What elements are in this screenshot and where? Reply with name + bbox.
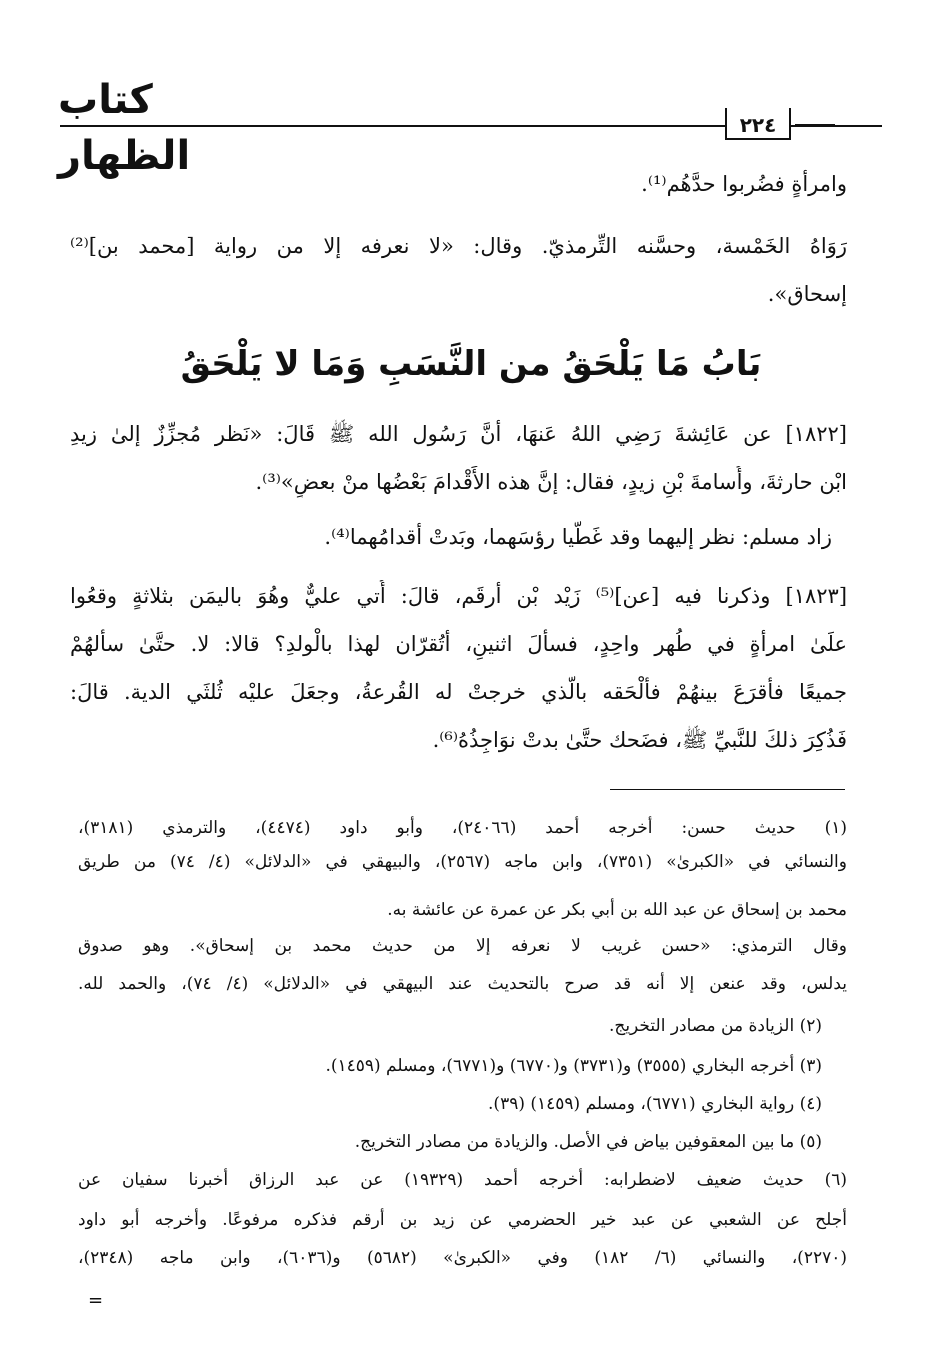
footnote-line: (٣) أخرجه البخاري (٣٥٥٥) و(٣٧٣١) و(٦٧٧٠) و(٦٧٧١)، ومسلم (١٤٥٩). (325, 1056, 822, 1076)
footnote-line: (١) حديث حسن: أخرجه أحمد (٢٤٠٦٦)، وأبو داود (٤٤٧٤)، والترمذي (٣١٨١)، (78, 818, 847, 838)
footnote-line: أجلح عن الشعبي عن عبد خير الحضرمي عن زيد بن أرقم فذكره مرفوعًا. وأخرجه أبو داود (78, 1210, 847, 1230)
text-line: إسحاق». (767, 282, 847, 306)
hadith-1822-line: ابْن حارثةَ، وأُسامةَ بْنِ زيدٍ، فقال: إنَّ هذه الأَقْدامَ بَعْضُها منْ بعضٍ»⁽³⁾. (255, 470, 847, 494)
text-line: رَوَاهُ الخَمْسة، وحسَّنه التِّرمذيّ. وقال: «لا نعرفه إلا من رواية [محمد بن]⁽²⁾ (70, 234, 847, 258)
footnote-separator (610, 789, 845, 790)
footnote-line: (٢) الزيادة من مصادر التخريج. (608, 1016, 822, 1036)
chapter-heading: بَابُ مَا يَلْحَقُ من النَّسَبِ وَمَا لا يَلْحَقُ (180, 344, 762, 384)
footnote-line: محمد بن إسحاق عن عبد الله بن أبي بكر عن عمرة عن عائشة به. (387, 900, 847, 920)
footnote-line: والنسائي في «الكبرىٰ» (٧٣٥١)، وابن ماجه (٢٥٦٧)، والبيهقي في «الدلائل» (٤/ ٧٤) من طريق (78, 852, 847, 872)
continuation-mark: = (88, 1290, 104, 1311)
hadith-1823-line: جميعًا فأَقرَعَ بينهُمْ فألْحَقه بالَّذي خرجتْ له القُرعةُ، وجعَلَ عليْه ثُلثَي الدية. قالَ: (70, 680, 847, 704)
footnote-line: (٦) حديث ضعيف لاضطرابه: أخرجه أحمد (١٩٣٢٩) عن عبد الرزاق أخبرنا سفيان عن (78, 1170, 847, 1190)
hadith-1823-line: فَذُكِرَ ذلكَ للنَّبيِّ ﷺ، فضَحك حتَّىٰ بدتْ نوَاجِذُهُ⁽⁶⁾. (432, 728, 847, 752)
running-header-title: كتاب الظهار (58, 77, 191, 179)
footnote-line: (٤) رواية البخاري (٦٧٧١)، ومسلم (١٤٥٩) (٣٩). (488, 1094, 822, 1114)
footnote-line: (٥) ما بين المعقوفين بياض في الأصل. والزيادة من مصادر التخريج. (354, 1132, 822, 1152)
footnote-line: يدلس، وقد عنعن إلا أنه قد صرح بالتحديث عند البيهقي في «الدلائل» (٤/ ٧٤)، والحمد لله. (78, 974, 847, 994)
hadith-1822-line: زاد مسلم: نظر إليهما وقد غَطَّيا رؤسَهما، وبَدتْ أقدامُهما⁽⁴⁾. (324, 525, 832, 549)
hadith-1823-line: علَىٰ امرأةٍ في طُهر واحِدٍ، فسألَ اثنينِ، أتُقرّان لهذا بالْولدِ؟ قالا: لا. حتَّىٰ سألهُمْ (70, 632, 847, 656)
page-number: ٢٢٤ (725, 108, 791, 140)
header-rule-tick (795, 124, 835, 126)
footnote-line: وقال الترمذي: «حسن غريب لا نعرفه إلا من حديث محمد بن إسحاق». وهو صدوق (78, 936, 847, 956)
text-line: وامرأةٍ فضُربوا حدَّهُم⁽¹⁾. (641, 172, 847, 196)
hadith-1822-line: [١٨٢٢] عن عَائِشةَ رَضِي اللهُ عَنهَا، أنَّ رَسُول الله ﷺ قَالَ: «نَظر مُجزِّزٌ إلىٰ زيدِ (70, 422, 847, 446)
hadith-1823-line: [١٨٢٣] وذكرنا فيه [عن]⁽⁵⁾ زَيْد بْن أرقَم، قالَ: أُتي عليٌّ وهُوَ باليمَن بثلاثةٍ وقعُوا (70, 584, 847, 608)
footnote-line: (٢٢٧٠)، والنسائي (٦/ ١٨٢) وفي «الكبرىٰ» (٥٦٨٢) و(٦٠٣٦)، وابن ماجه (٢٣٤٨)، (78, 1248, 847, 1268)
